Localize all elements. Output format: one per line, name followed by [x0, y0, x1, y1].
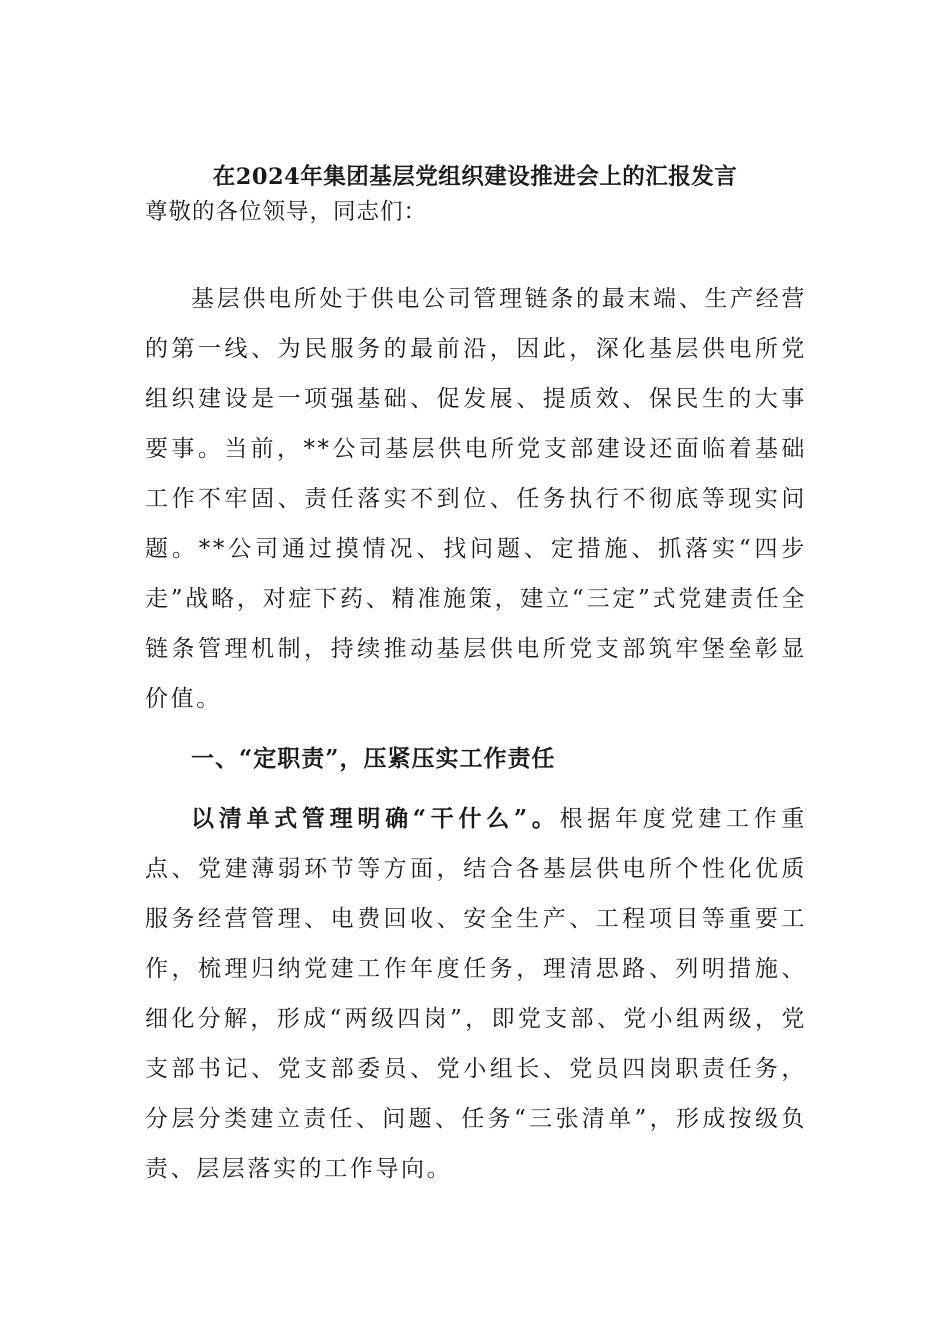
- section-1-heading: 一、“定职责”，压紧压实工作责任: [191, 745, 556, 772]
- section-1-lead-sentence: 以清单式管理明确“干什么”。: [191, 805, 560, 832]
- section-1-body-text: 根据年度党建工作重点、党建薄弱环节等方面，结合各基层供电所个性化优质服务经营管理、电费回收、安全生产、工程项目等重要工作，梳理归纳党建工作年度任务，理清思路、列明措施、细化分解，形成“两级四岗”，即党支部、党小组两级，党支部书记、党支部委员、党小组长、党员四岗职责任务，分层分类建立责任、问题、任务“三张清单”，形成按级负责、层层落实的工作导向。: [145, 806, 808, 1182]
- document-title: 在2024年集团基层党组织建设推进会上的汇报发言: [212, 164, 738, 190]
- salutation: 尊敬的各位领导，同志们：: [145, 199, 428, 225]
- section-1-paragraph: [145, 794, 807, 1194]
- intro-paragraph: 基层供电所处于供电公司管理链条的最末端、生产经营的第一线、为民服务的最前沿，因此，深化基层供电所党组织建设是一项强基础、促发展、提质效、保民生的大事要事。当前，**公司基层供电所党支部建设还面临着基础工作不牢固、责任落实不到位、任务执行不彻底等现实问题。**公司通过摸情况、找问题、定措施、抓落实“四步走”战略，对症下药、精准施策，建立“三定”式党建责任全链条管理机制，持续推动基层供电所党支部筑牢堡垒彰显价值。: [145, 286, 807, 712]
